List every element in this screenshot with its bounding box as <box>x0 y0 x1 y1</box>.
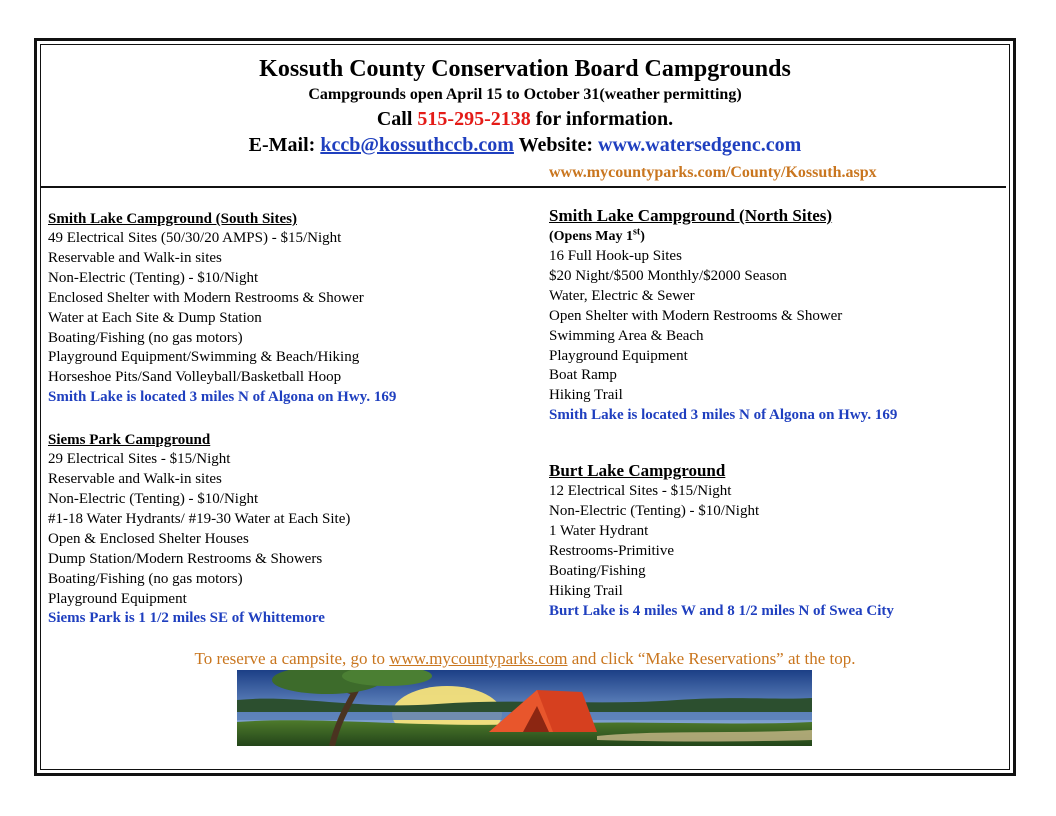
call-prefix: Call <box>376 108 418 130</box>
list-item: Dump Station/Modern Restrooms & Showers <box>48 550 323 567</box>
reserve-suffix: and click “Make Reservations” at the top. <box>567 649 856 668</box>
siems-location: Siems Park is 1 1/2 miles SE of Whittemore <box>48 610 325 627</box>
list-item: Playground Equipment <box>549 347 688 364</box>
list-item: Non-Electric (Tenting) - $10/Night <box>48 490 259 507</box>
burt-location: Burt Lake is 4 miles W and 8 1/2 miles N of Swea City <box>549 602 894 619</box>
opens-date <box>549 227 989 247</box>
reserve-prefix: To reserve a campsite, go to <box>194 649 390 668</box>
reserve-line <box>40 648 1010 670</box>
list-item: Boating/Fishing (no gas motors) <box>48 329 243 346</box>
list-item: Horseshoe Pits/Sand Volleyball/Basketball Hoop <box>48 369 342 386</box>
list-item: Reservable and Walk-in sites <box>48 471 222 488</box>
list-item: Restrooms-Primitive <box>549 542 674 559</box>
spacer <box>48 408 518 430</box>
website-label: Website: <box>513 134 599 156</box>
smith-north-location: Smith Lake is located 3 miles N of Algona on Hwy. 169 <box>549 407 898 424</box>
list-item: Water, Electric & Sewer <box>549 287 695 304</box>
header-divider <box>40 186 1006 188</box>
opens-prefix: (Opens May 1 <box>549 229 633 244</box>
website-link[interactable]: www.watersedgenc.com <box>598 134 802 156</box>
email-link[interactable]: kccb@kossuthccb.com <box>320 134 514 156</box>
phone-number[interactable]: 515-295-2138 <box>417 108 531 130</box>
list-item: 29 Electrical Sites - $15/Night <box>48 451 231 468</box>
burt-title: Burt Lake Campground <box>549 461 726 481</box>
list-item: Boating/Fishing (no gas motors) <box>48 570 243 587</box>
list-item: #1-18 Water Hydrants/ #19-30 Water at Each Site) <box>48 510 351 527</box>
list-item: Non-Electric (Tenting) - $10/Night <box>48 269 259 286</box>
opens-sup: st <box>633 226 641 238</box>
list-item: Open & Enclosed Shelter Houses <box>48 530 249 547</box>
reserve-link[interactable]: www.mycountyparks.com <box>389 649 568 668</box>
list-item: Playground Equipment <box>48 590 187 607</box>
smith-south-title: Smith Lake Campground (South Sites) <box>48 211 297 227</box>
list-item: 12 Electrical Sites - $15/Night <box>549 483 732 500</box>
right-column <box>549 205 989 622</box>
email-label: E-Mail: <box>248 134 321 156</box>
list-item: Non-Electric (Tenting) - $10/Night <box>549 503 760 520</box>
page-title: Kossuth County Conservation Board Campgrounds <box>259 56 791 82</box>
list-item: 49 Electrical Sites (50/30/20 AMPS) - $15/Night <box>48 230 342 246</box>
list-item: Swimming Area & Beach <box>549 327 704 344</box>
opens-suffix: ) <box>640 229 645 244</box>
list-item: Water at Each Site & Dump Station <box>48 309 262 326</box>
season-dates: Campgrounds open April 15 to October 31(weather permitting) <box>308 86 742 103</box>
left-column <box>48 209 518 629</box>
call-suffix: for information. <box>530 108 674 130</box>
campsite-illustration <box>237 670 812 746</box>
call-line <box>40 106 1010 132</box>
list-item: Enclosed Shelter with Modern Restrooms & Shower <box>48 289 364 306</box>
header <box>40 54 1010 158</box>
list-item: Playground Equipment/Swimming & Beach/Hiking <box>48 349 360 366</box>
list-item: Boating/Fishing <box>549 562 646 579</box>
list-item: $20 Night/$500 Monthly/$2000 Season <box>549 267 787 284</box>
list-item: Boat Ramp <box>549 367 617 384</box>
list-item: Reservable and Walk-in sites <box>48 249 222 266</box>
list-item: Open Shelter with Modern Restrooms & Shower <box>549 307 843 324</box>
list-item: 1 Water Hydrant <box>549 522 649 539</box>
list-item: Hiking Trail <box>549 387 623 404</box>
contact-line <box>40 132 1010 158</box>
list-item: 16 Full Hook-up Sites <box>549 248 682 264</box>
siems-title: Siems Park Campground <box>48 432 211 449</box>
smith-north-title: Smith Lake Campground (North Sites) <box>549 206 833 225</box>
smith-south-location: Smith Lake is located 3 miles N of Algona on Hwy. 169 <box>48 389 397 406</box>
list-item: Hiking Trail <box>549 582 623 599</box>
spacer <box>549 426 989 460</box>
county-parks-link[interactable]: www.mycountyparks.com/County/Kossuth.aspx <box>549 164 877 181</box>
